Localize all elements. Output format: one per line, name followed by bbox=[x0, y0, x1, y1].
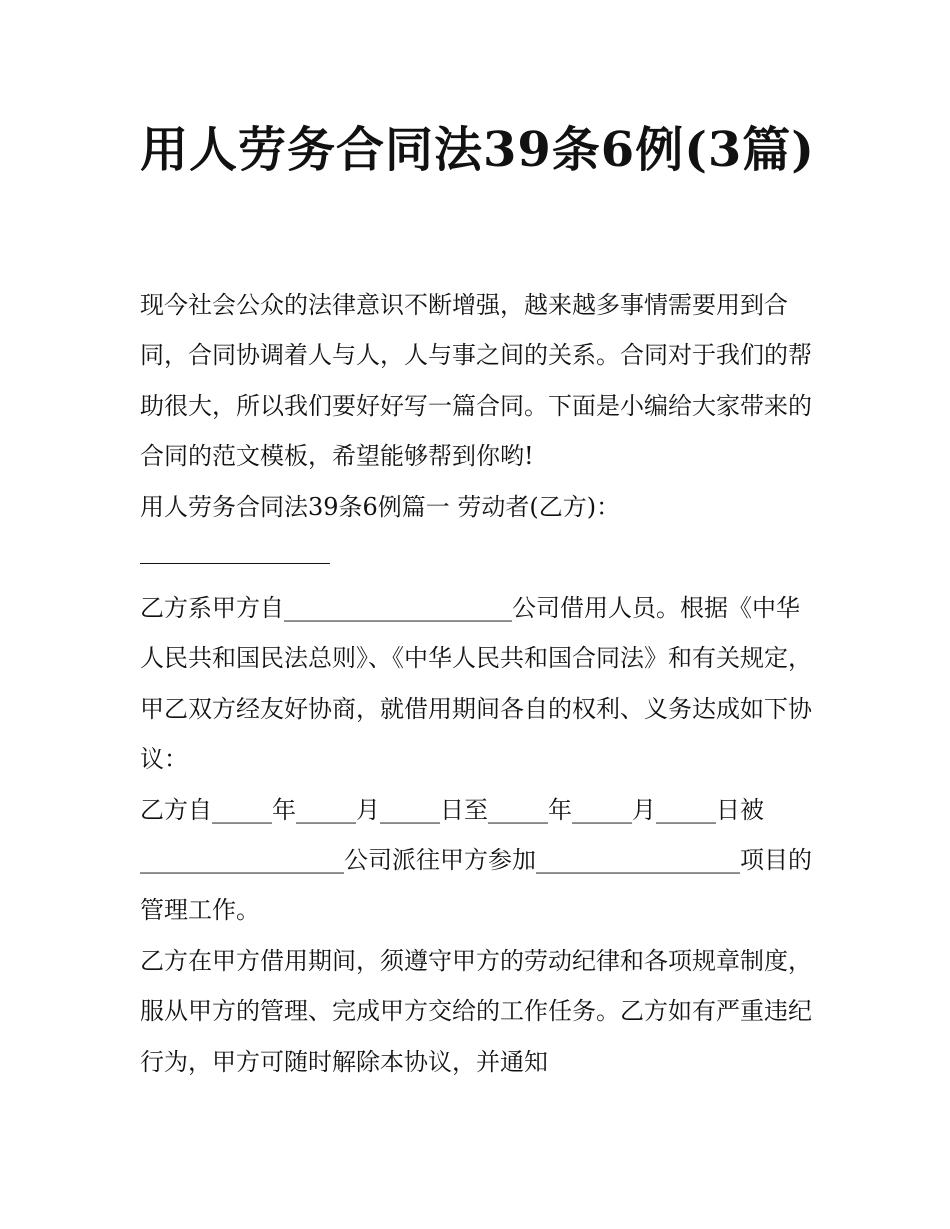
clause-paragraph-3: 乙方在甲方借用期间，须遵守甲方的劳动纪律和各项规章制度，服从甲方的管理、完成甲方交给的工作任务。乙方如有严重违纪行为，甲方可随时解除本协议，并通知 bbox=[140, 946, 812, 1076]
clause-paragraph-1: 乙方系甲方自___________________公司借用人员。根据《中华人民共和国民法总则》、《中华人民共和国合同法》和有关规定，甲乙双方经友好协商，就借用期间各自的权利、义务达成如下协议： bbox=[140, 594, 812, 774]
intro-paragraph: 现今社会公众的法律意识不断增强，越来越多事情需要用到合同，合同协调着人与人，人与事之间的关系。合同对于我们的帮助很大，所以我们要好好写一篇合同。下面是小编给大家带来的合同的范文模板，希望能够帮到你哟! bbox=[140, 291, 812, 471]
section-heading-paragraph: 用人劳务合同法39条6例篇一 劳动者(乙方)： bbox=[140, 492, 621, 521]
document-body bbox=[140, 280, 812, 1087]
clause-paragraph-2: 乙方自_____年_____月_____日至_____年_____月_____日被_________________公司派往甲方参加_________________项目的管理工作。 bbox=[140, 795, 812, 925]
signature-blank-line bbox=[140, 532, 330, 564]
document-title: 用人劳务合同法39条6例(3篇) bbox=[140, 122, 816, 178]
